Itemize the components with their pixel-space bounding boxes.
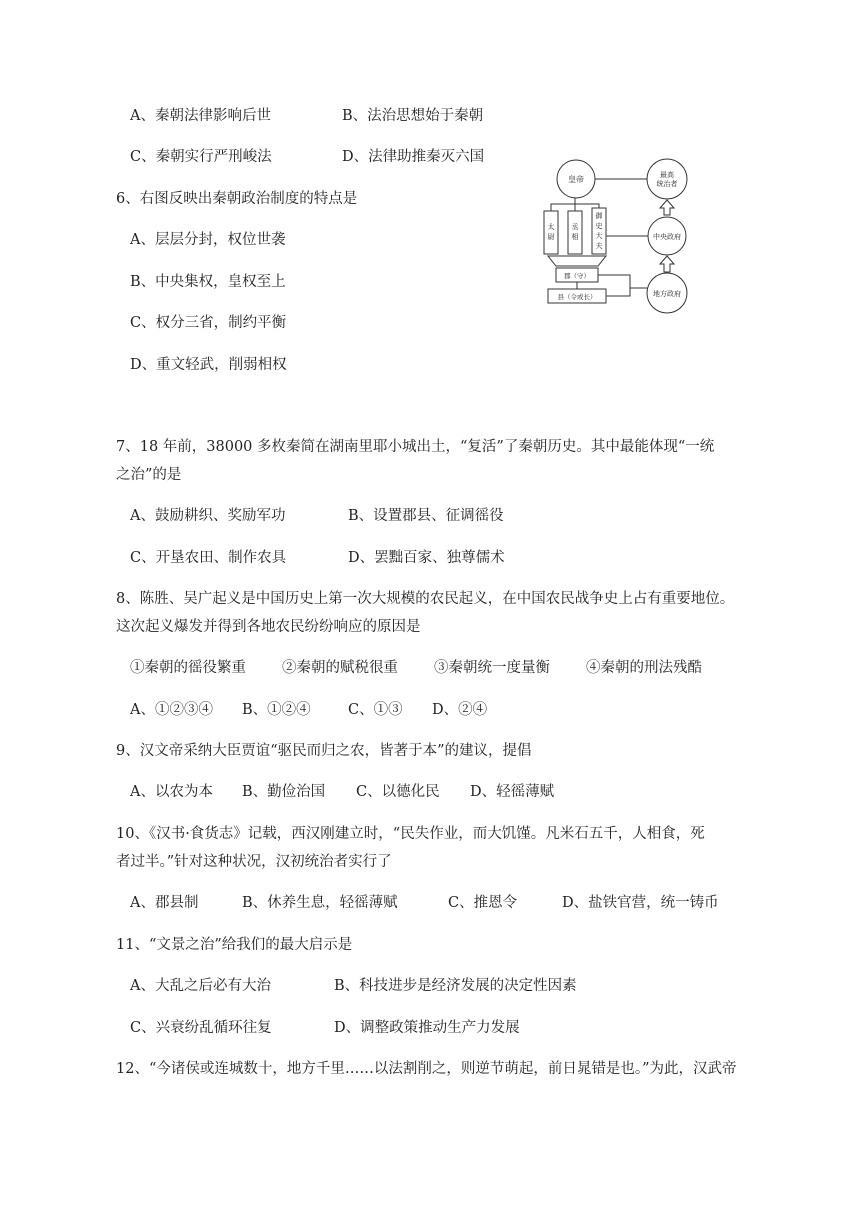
qin-political-system-diagram (540, 158, 710, 316)
taiwei-label-2: 尉 (547, 233, 555, 241)
q5-option-b: B、法治思想始于秦朝 (342, 108, 484, 124)
supreme-label-1: 最高 (660, 171, 674, 179)
up-arrow-icon (660, 256, 674, 272)
yushi-label-3: 大 (595, 232, 603, 240)
q10-option-b: B、休养生息，轻徭薄赋 (242, 895, 398, 911)
q10-option-d: D、盐铁官营，统一铸币 (562, 895, 719, 911)
q7-stem-line2: 之治”的是 (116, 467, 182, 483)
yushi-label-2: 史 (595, 222, 603, 230)
supreme-label-2: 统治者 (656, 180, 678, 188)
q11-option-a: A、大乱之后必有大治 (130, 978, 271, 994)
chengxiang-label-2: 相 (571, 233, 579, 241)
q9-option-d: D、轻徭薄赋 (470, 784, 555, 800)
q7-option-c: C、开垦农田、制作农具 (130, 550, 287, 566)
q10-option-c: C、推恩令 (448, 895, 518, 911)
q9-option-a: A、以农为本 (130, 784, 213, 800)
q7-option-d: D、罢黜百家、独尊儒术 (348, 550, 505, 566)
central-government-label: 中央政府 (653, 233, 681, 241)
q10-option-a: A、郡县制 (130, 895, 199, 911)
q8-item-2: ②秦朝的赋税很重 (282, 660, 398, 676)
jun-label: 郡（守） (564, 272, 590, 280)
q5-option-d: D、法律助推秦灭六国 (342, 149, 485, 165)
yushi-label-1: 御 (595, 212, 603, 220)
q9-option-b: B、勤俭治国 (242, 784, 326, 800)
q7-option-a: A、鼓励耕织、奖励军功 (130, 508, 286, 524)
emperor-label: 皇帝 (568, 175, 584, 184)
q10-stem-line1: 10、《汉书·食货志》记载，西汉刚建立时，“民失作业，而大饥馑。凡米石五千，人相食，死 (116, 826, 705, 842)
q5-option-a: A、秦朝法律影响后世 (130, 108, 271, 124)
q8-option-b: B、①②④ (242, 702, 311, 718)
chengxiang-label-1: 丞 (571, 223, 579, 231)
q6-option-b: B、中央集权，皇权至上 (130, 274, 286, 290)
q8-item-3: ③秦朝统一度量衡 (434, 660, 550, 676)
q11-option-c: C、兴衰纷乱循环往复 (130, 1020, 272, 1036)
q6-stem: 6、右图反映出秦朝政治制度的特点是 (116, 191, 358, 207)
supreme-ruler-node (647, 159, 687, 199)
q8-item-1: ①秦朝的徭役繁重 (130, 660, 246, 676)
taiwei-label-1: 太 (547, 223, 555, 231)
q11-option-b: B、科技进步是经济发展的决定性因素 (334, 978, 577, 994)
q6-option-d: D、重文轻武，削弱相权 (130, 357, 287, 373)
q9-stem: 9、汉文帝采纳大臣贾谊“驱民而归之农，皆著于本”的建议，提倡 (116, 743, 532, 759)
q11-stem: 11、“文景之治”给我们的最大启示是 (116, 937, 353, 953)
yushi-label-4: 夫 (595, 242, 603, 250)
q6-option-a: A、层层分封，权位世袭 (130, 232, 286, 248)
q8-option-d: D、②④ (432, 702, 488, 718)
xian-label: 县（令或长） (557, 293, 597, 301)
q5-option-c: C、秦朝实行严刑峻法 (130, 149, 272, 165)
q7-stem-line1: 7、18 年前，38000 多枚秦简在湖南里耶小城出土，“复活”了秦朝历史。其中最能体现“一统 (116, 439, 715, 455)
local-government-label: 地方政府 (653, 290, 681, 298)
q8-item-4: ④秦朝的刑法残酷 (586, 660, 702, 676)
q7-option-b: B、设置郡县、征调徭役 (348, 508, 504, 524)
q8-stem-line2: 这次起义爆发并得到各地农民纷纷响应的原因是 (116, 619, 421, 635)
q9-option-c: C、以德化民 (356, 784, 440, 800)
q8-option-a: A、①②③④ (130, 702, 213, 718)
jun-funnel (548, 256, 606, 266)
up-arrow-icon (660, 200, 674, 215)
q8-stem-line1: 8、陈胜、吴广起义是中国历史上第一次大规模的农民起义，在中国农民战争史上占有重要地位。 (116, 591, 735, 607)
q12-stem-line1: 12、“今诸侯或连城数十，地方千里……以法割削之，则逆节萌起，前日晁错是也。”为此，汉武帝 (116, 1061, 737, 1077)
q11-option-d: D、调整政策推动生产力发展 (334, 1020, 520, 1036)
q6-option-c: C、权分三省，制约平衡 (130, 315, 287, 331)
q10-stem-line2: 者过半。”针对这种状况，汉初统治者实行了 (116, 854, 392, 870)
q8-option-c: C、①③ (348, 702, 403, 718)
